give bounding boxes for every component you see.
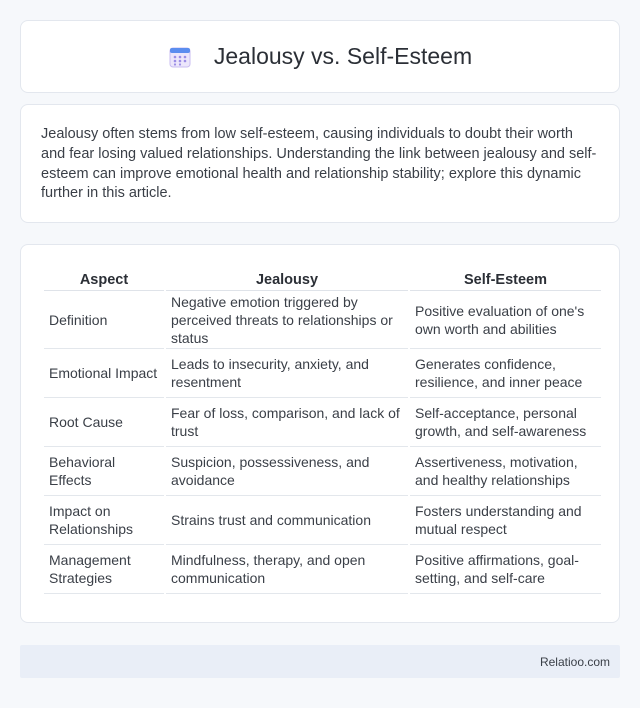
jealousy-cell: Negative emotion triggered by perceived threats to relationships or status <box>166 291 408 349</box>
self-esteem-cell: Positive affirmations, goal-setting, and self-care <box>410 545 601 594</box>
self-esteem-cell: Self-acceptance, personal growth, and self-awareness <box>410 398 601 447</box>
table-header-row <box>44 265 601 291</box>
table-row <box>44 349 601 398</box>
self-esteem-cell: Assertiveness, motivation, and healthy relationships <box>410 447 601 496</box>
calendar-icon <box>168 45 192 69</box>
jealousy-cell: Suspicion, possessiveness, and avoidance <box>166 447 408 496</box>
aspect-cell: Root Cause <box>44 398 164 447</box>
jealousy-cell: Fear of loss, comparison, and lack of trust <box>166 398 408 447</box>
jealousy-cell: Strains trust and communication <box>166 496 408 545</box>
jealousy-cell: Leads to insecurity, anxiety, and resentment <box>166 349 408 398</box>
table-row <box>44 291 601 349</box>
self-esteem-cell: Fosters understanding and mutual respect <box>410 496 601 545</box>
intro-card <box>20 104 620 223</box>
footer-site-link[interactable]: Relatioo.com <box>539 654 610 669</box>
jealousy-cell: Mindfulness, therapy, and open communication <box>166 545 408 594</box>
self-esteem-cell: Positive evaluation of one's own worth and abilities <box>410 291 601 349</box>
aspect-cell: Emotional Impact <box>44 349 164 398</box>
header-self-esteem: Self-Esteem <box>410 265 601 291</box>
title-card <box>20 20 620 93</box>
aspect-cell: Definition <box>44 291 164 349</box>
table-row <box>44 447 601 496</box>
aspect-cell: Management Strategies <box>44 545 164 594</box>
table-row <box>44 398 601 447</box>
aspect-cell: Behavioral Effects <box>44 447 164 496</box>
header-jealousy: Jealousy <box>166 265 408 291</box>
table-row <box>44 496 601 545</box>
footer <box>20 645 620 678</box>
title-wrap <box>168 43 472 70</box>
comparison-card <box>20 244 620 623</box>
comparison-table <box>42 265 603 594</box>
page-title: Jealousy vs. Self-Esteem <box>213 43 473 69</box>
self-esteem-cell: Generates confidence, resilience, and inner peace <box>410 349 601 398</box>
table-row <box>44 545 601 594</box>
intro-text: Jealousy often stems from low self-esteem, causing individuals to doubt their worth and fear losing valued relationships. Understanding the link between jealousy and self-esteem can improve emotional health and relationship stability; explore this dynamic further in this article. <box>41 126 597 202</box>
aspect-cell: Impact on Relationships <box>44 496 164 545</box>
header-aspect: Aspect <box>44 265 164 291</box>
